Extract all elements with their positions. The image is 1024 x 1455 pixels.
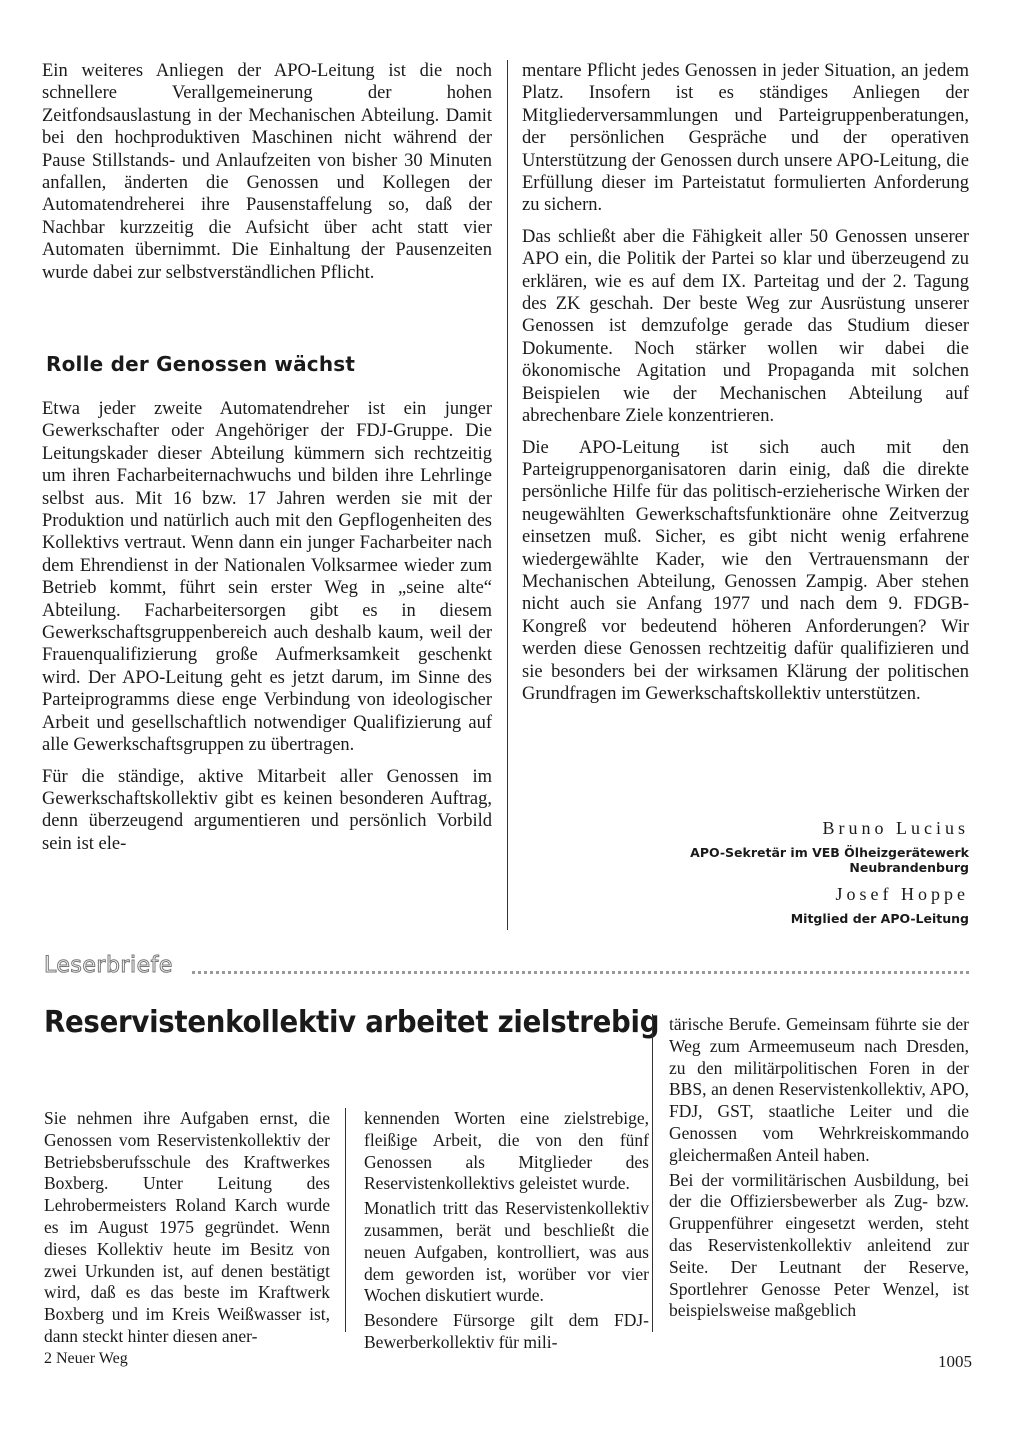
- author-name: Josef Hoppe: [835, 884, 969, 904]
- paragraph: kennenden Worten eine zielstrebige, fleißige Arbeit, die von den fünf Genossen als Mitglieder des Reservistenkollektivs geleistet wurde.: [364, 1108, 649, 1194]
- rubric-divider: [192, 971, 969, 974]
- paragraph: Monatlich tritt das Reservistenkollektiv zusammen, berät und beschließt die neuen Aufgaben, kontrolliert, was aus dem geworden ist, worüber vor vier Wochen diskutiert wurde.: [364, 1198, 649, 1306]
- column-divider: [652, 1014, 653, 1332]
- footer-publication: 2 Neuer Weg: [44, 1350, 128, 1367]
- paragraph: tärische Berufe. Gemeinsam führte sie der Weg zum Armeemuseum nach Dresden, zu den militärpolitischen Foren in der BBS, an denen Reservistenkollektiv, APO, FDJ, GST, staatliche Leiter und die Genossen vom Wehrkreiskommando gleichermaßen Anteil haben.: [669, 1014, 969, 1165]
- author-name: Bruno Lucius: [822, 818, 969, 838]
- article-headline: Reservistenkollektiv arbeitet zielstrebig: [44, 1005, 660, 1040]
- page-number: 1005: [938, 1352, 972, 1371]
- paragraph: Das schließt aber die Fähigkeit aller 50 Genossen unserer APO ein, die Politik der Partei so klar und überzeugend zu erklären, wie es auf dem IX. Parteitag und der 2. Tagung des ZK geschah. Der beste Weg zur Ausrüstung unserer Genossen ist demzufolge gerade das Studium dieser Dokumente. Noch stärker wollen wir dabei die ökonomische Agitation und Propaganda mit solchen Beispielen wie der Mechanischen Abteilung auf abrechenbare Ziele konzentrieren.: [522, 226, 969, 427]
- article1-left-column-lower: [42, 398, 492, 864]
- signature-block-1: [690, 818, 969, 875]
- article1-right-column: [522, 60, 969, 714]
- author-role-line2: Neubrandenburg: [849, 860, 969, 875]
- section-rubric: Leserbriefe: [44, 953, 173, 978]
- article2-column-3: [669, 1014, 969, 1325]
- paragraph: Besondere Fürsorge gilt dem FDJ-Bewerberkollektiv für mili-: [364, 1310, 649, 1352]
- paragraph: Für die ständige, aktive Mitarbeit aller Genossen im Gewerkschaftskollektiv gibt es keinen besonderen Auftrag, denn überzeugend argumentieren und persönlich Vorbild sein ist ele-: [42, 766, 492, 854]
- author-role: APO-Sekretär im VEB Ölheizgerätewerk: [690, 845, 969, 860]
- column-divider: [507, 60, 508, 930]
- article2-column-1: [44, 1108, 330, 1351]
- paragraph: mentare Pflicht jedes Genossen in jeder Situation, an jedem Platz. Insofern ist es ständiges Anliegen der Mitgliederversammlungen und Parteigruppenberatungen, der persönlichen Gespräche und der operativen Unterstützung der Genossen durch unsere APO-Leitung, die Erfüllung dieser im Parteistatut formulierten Anforderung zu sichern.: [522, 61, 969, 216]
- paragraph: Ein weiteres Anliegen der APO-Leitung ist die noch schnellere Verallgemeinerung der hohen Zeitfondsauslastung in der Mechanischen Abteilung. Damit bei den hochproduktiven Maschinen nicht während der Pause Stillstands- und Anlaufzeiten von bisher 30 Minuten anfallen, änderten die Genossen und Kollegen der Automatendreherei ihre Pausenstaffelung so, daß der Nachbar kurzzeitig die Aufsicht über acht statt vier Automaten übernimmt. Die Einhaltung der Pausenzeiten wurde dabei zur selbstverständlichen Pflicht.: [42, 61, 492, 283]
- subheading: Rolle der Genossen wächst: [46, 352, 356, 376]
- paragraph: Etwa jeder zweite Automatendreher ist ein junger Gewerkschafter oder Angehöriger der FDJ-Gruppe. Die Leitungskader dieser Abteilung kümmern sich rechtzeitig um ihren Facharbeiternachwuchs und bilden ihre Lehrlinge selbst aus. Mit 16 bzw. 17 Jahren werden sie mit der Produktion und natürlich auch mit den Gepflogenheiten des Kollektivs vertraut. Wenn dann ein junger Facharbeiter nach dem Ehrendienst in der Nationalen Volksarmee wieder zum Betrieb kommt, führt sein erster Weg in „seine alte“ Abteilung. Facharbeitersorgen gibt es in diesem Gewerkschaftsgruppenbereich auch deshalb kaum, weil der Frauenqualifizierung große Aufmerksamkeit geschenkt wird. Der APO-Leitung geht es jetzt darum, im Sinne des Parteiprogramms diese enge Verbindung von ideologischer Arbeit und gesellschaftlich notwendiger Qualifizierung auf alle Gewerkschaftsgruppen zu übertragen.: [42, 399, 492, 756]
- author-role: Mitglied der APO-Leitung: [790, 911, 969, 926]
- paragraph: Bei der vormilitärischen Ausbildung, bei der die Offiziersbewerber als Zug- bzw. Gruppenführer eingesetzt werden, steht das Reservistenkollektiv anleitend zur Seite. Der Leutnant der Reserve, Sportlehrer Genosse Peter Wenzel, ist beispielsweise maßgeblich: [669, 1169, 969, 1321]
- article2-column-2: [364, 1108, 649, 1357]
- signature-block-2: [791, 884, 969, 926]
- article1-left-column: [42, 60, 492, 293]
- paragraph: Die APO-Leitung ist sich auch mit den Parteigruppenorganisatoren darin einig, daß die direkte persönliche Hilfe für das politisch-erzieherische Wirken der neugewählten Gewerkschaftsfunktionäre ohne Zeitverzug einsetzen muß. Sicher, es gibt nicht wenig erfahrene wiedergewählte Kader, wie den Vertrauensmann der Mechanischen Abteilung, Genossen Zampig. Aber stehen nicht auch sie Anfang 1977 und nach dem 9. FDGB-Kongreß vor bedeutend höheren Anforderungen? Wir werden diese Genossen rechtzeitig dafür qualifizieren und sie besonders bei der wirksamen Klärung der politischen Grundfragen im Gewerkschaftskollektiv unterstützen.: [522, 437, 969, 704]
- column-divider: [345, 1108, 346, 1332]
- paragraph: Sie nehmen ihre Aufgaben ernst, die Genossen vom Reservistenkollektiv der Betriebsberufsschule des Kraftwerkes Boxberg. Unter Leitung des Lehrobermeisters Roland Karch wurde es im August 1975 gegründet. Wenn dieses Kollektiv heute im Besitz von zwei Urkunden ist, auf denen bestätigt wird, daß es das beste im Kraftwerk Boxberg und im Kreis Weißwasser ist, dann steckt hinter diesen aner-: [44, 1108, 330, 1346]
